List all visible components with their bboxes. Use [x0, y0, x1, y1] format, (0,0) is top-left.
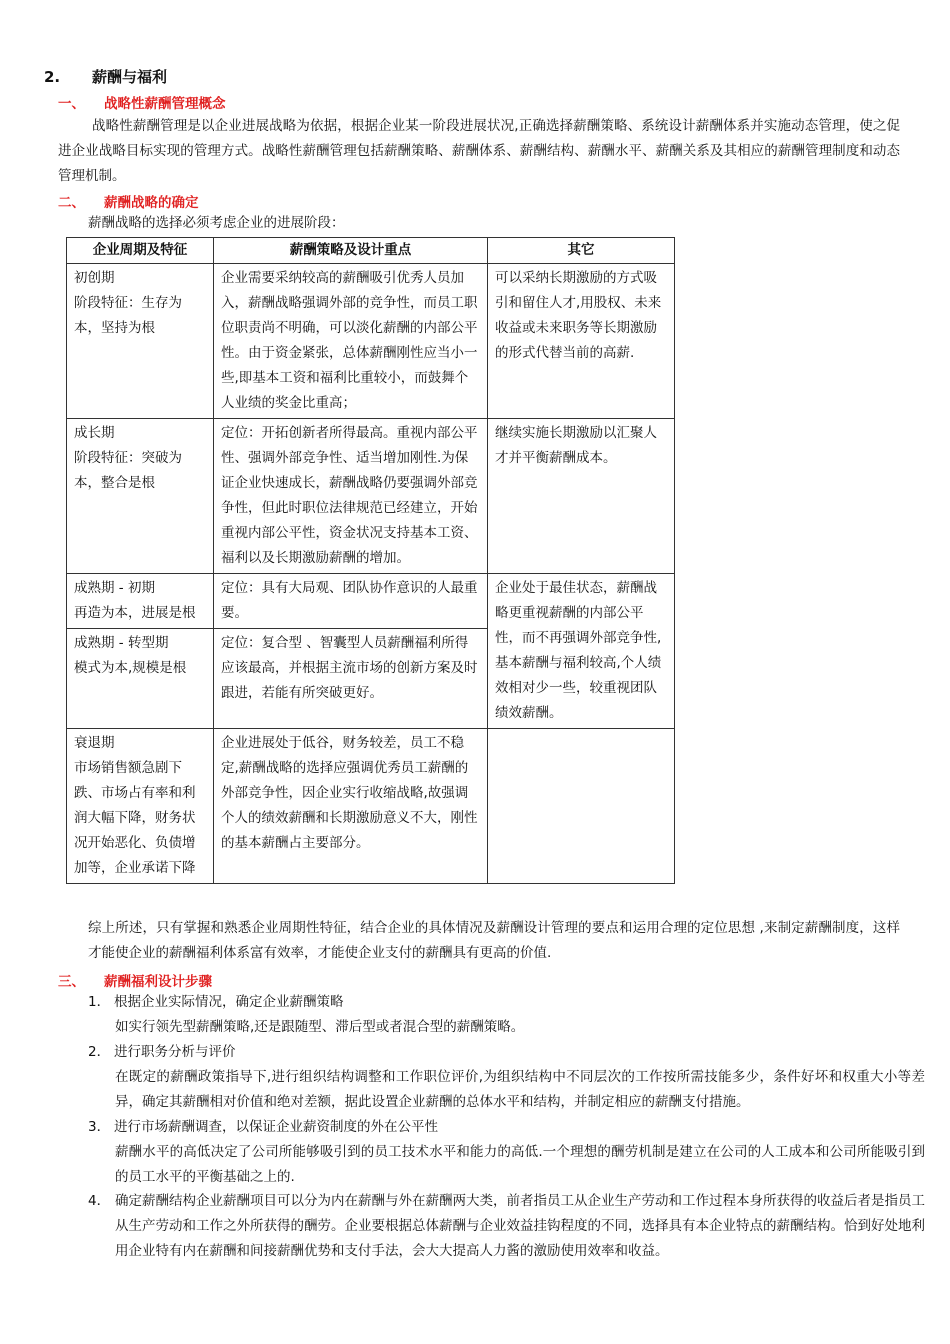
other-cell: 企业处于最佳状态，薪酬战略更重视薪酬的内部公平性，而不再强调外部竞争性,基本薪酬与福利较高,个人绩效相对少一些，较重视团队绩效薪酬。	[488, 574, 675, 729]
step-number: 3．	[88, 1119, 111, 1135]
stage-name: 成熟期 - 转型期	[74, 635, 169, 651]
strategy-cell: 定位：复合型 、智囊型人员薪酬福利所得应该最高，并根据主流市场的创新方案及时跟进，若能有所突破更好。	[214, 629, 488, 729]
other-cell: 继续实施长期激励以汇聚人才并平衡薪酬成本。	[488, 419, 675, 574]
chapter-title: 薪酬与福利	[92, 68, 168, 86]
section2-number: 二、	[58, 195, 85, 211]
section2-heading	[58, 191, 199, 211]
step-item	[88, 1040, 925, 1110]
section1-body: 战略性薪酬管理是以企业进展战略为依据，根据企业某一阶段进展状况,正确选择薪酬策略、系统设计薪酬体系并实施动态管理，使之促进企业战略目标实现的管理方式。战略性薪酬管理包括薪酬策略、薪酬体系、薪酬结构、薪酬水平、薪酬关系及其相应的薪酬管理制度和动态管理机制。	[58, 118, 900, 184]
step-item	[88, 1115, 925, 1185]
stage-feature: 阶段特征：突破为本，整合是根	[74, 450, 182, 491]
table-row	[67, 574, 675, 629]
section3-heading	[58, 970, 212, 990]
chapter-number: 2.	[44, 68, 61, 86]
stage-feature: 阶段特征：生存为本，坚持为根	[74, 295, 182, 336]
stage-cell	[67, 264, 214, 419]
stage-name: 成熟期 - 初期	[74, 580, 155, 596]
step-title: 确定薪酬结构企业薪酬项目可以分为内在薪酬与外在薪酬两大类，前者指员工从企业生产劳动和工作过程本身所获得的收益后者是指员工从生产劳动和工作之外所获得的酬劳。企业要根据总体薪酬与企业效益挂钩程度的不同，选择具有本企业特点的薪酬结构。恰到好处地利用企业特有内在薪酬和间接薪酬优势和支付手法，会大大提高人力酱的激励使用效率和收益。	[115, 1193, 925, 1259]
section3-number: 三、	[58, 974, 85, 990]
table-row	[67, 419, 675, 574]
chapter-heading	[44, 66, 167, 87]
section1-title: 战略性薪酬管理概念	[104, 96, 226, 112]
stage-feature: 模式为本,规模是根	[74, 660, 187, 676]
strategy-table	[66, 237, 675, 884]
step-title: 进行市场薪酬调查，以保证企业薪资制度的外在公平性	[114, 1119, 438, 1135]
stage-cell	[67, 574, 214, 629]
step-description: 在既定的薪酬政策指导下,进行组织结构调整和工作职位评价,为组织结构中不同层次的工作按所需技能多少，条件好坏和权重大小等差异，确定其薪酬相对价值和绝对差额，据此设置企业薪酬的总体水平和结构，并制定相应的薪酬支付措施。	[115, 1069, 925, 1110]
step-item	[88, 990, 525, 1035]
strategy-cell: 定位：开拓创新者所得最高。重视内部公平性、强调外部竞争性、适当增加刚性.为保证企业快速成长，薪酬战略仍要强调外部竞争性，但此时职位法律规范已经建立，开始重视内部公平性，资金状况支持基本工资、福利以及长期激励薪酬的增加。	[214, 419, 488, 574]
stage-feature: 再造为本，进展是根	[74, 605, 196, 621]
header-other: 其它	[488, 238, 675, 264]
step-number: 4．	[88, 1193, 111, 1209]
section1-number: 一、	[58, 96, 85, 112]
stage-name: 初创期	[74, 270, 115, 286]
section2-title: 薪酬战略的确定	[104, 195, 199, 211]
other-cell: 可以采纳长期激励的方式吸引和留住人才,用股权、未来收益或未来职务等长期激励的形式代替当前的高薪.	[488, 264, 675, 419]
stage-cell	[67, 729, 214, 884]
strategy-cell: 企业进展处于低谷，财务较差，员工不稳定,薪酬战略的选择应强调优秀员工薪酬的外部竞争性，因企业实行收缩战略,故强调个人的绩效薪酬和长期激励意义不大，刚性的基本薪酬占主要部分。	[214, 729, 488, 884]
section1-heading	[58, 92, 226, 112]
step-title: 进行职务分析与评价	[114, 1044, 236, 1060]
step-description: 如实行领先型薪酬策略,还是跟随型、滞后型或者混合型的薪酬策略。	[115, 1019, 525, 1035]
step-title: 根据企业实际情况，确定企业薪酬策略	[114, 994, 344, 1010]
section3-title: 薪酬福利设计步骤	[104, 974, 212, 990]
stage-cell	[67, 419, 214, 574]
table-row	[67, 264, 675, 419]
step-number: 2．	[88, 1044, 111, 1060]
table-row	[67, 729, 675, 884]
step-number: 1．	[88, 994, 111, 1010]
stage-cell	[67, 629, 214, 729]
stage-name: 成长期	[74, 425, 115, 441]
section2-intro: 薪酬战略的选择必须考虑企业的进展阶段：	[88, 215, 345, 231]
stage-name: 衰退期	[74, 735, 115, 751]
table-header-row	[67, 238, 675, 264]
header-cycle: 企业周期及特征	[67, 238, 214, 264]
other-cell	[488, 729, 675, 884]
strategy-cell: 定位：具有大局观、团队协作意识的人最重要。	[214, 574, 488, 629]
header-strategy: 薪酬策略及设计重点	[214, 238, 488, 264]
step-description: 薪酬水平的高低决定了公司所能够吸引到的员工技术水平和能力的高低.一个理想的酬劳机制是建立在公司的人工成本和公司所能吸引到的员工水平的平衡基础之上的.	[115, 1144, 925, 1185]
stage-feature: 市场销售额急剧下跌、市场占有率和利润大幅下降，财务状况开始恶化、负债增加等，企业承诺下降	[74, 760, 196, 876]
strategy-cell: 企业需要采纳较高的薪酬吸引优秀人员加入，薪酬战略强调外部的竞争性，而员工职位职责尚不明确，可以淡化薪酬的内部公平性。由于资金紧张，总体薪酬刚性应当小一些,即基本工资和福利比重较小，而鼓舞个人业绩的奖金比重高；	[214, 264, 488, 419]
section2-summary: 综上所述，只有掌握和熟悉企业周期性特征，结合企业的具体情况及薪酬设计管理的要点和运用合理的定位思想 ,来制定薪酬制度，这样才能使企业的薪酬福利体系富有效率，才能使企业支付的薪酬具有更高的价值.	[88, 920, 900, 961]
